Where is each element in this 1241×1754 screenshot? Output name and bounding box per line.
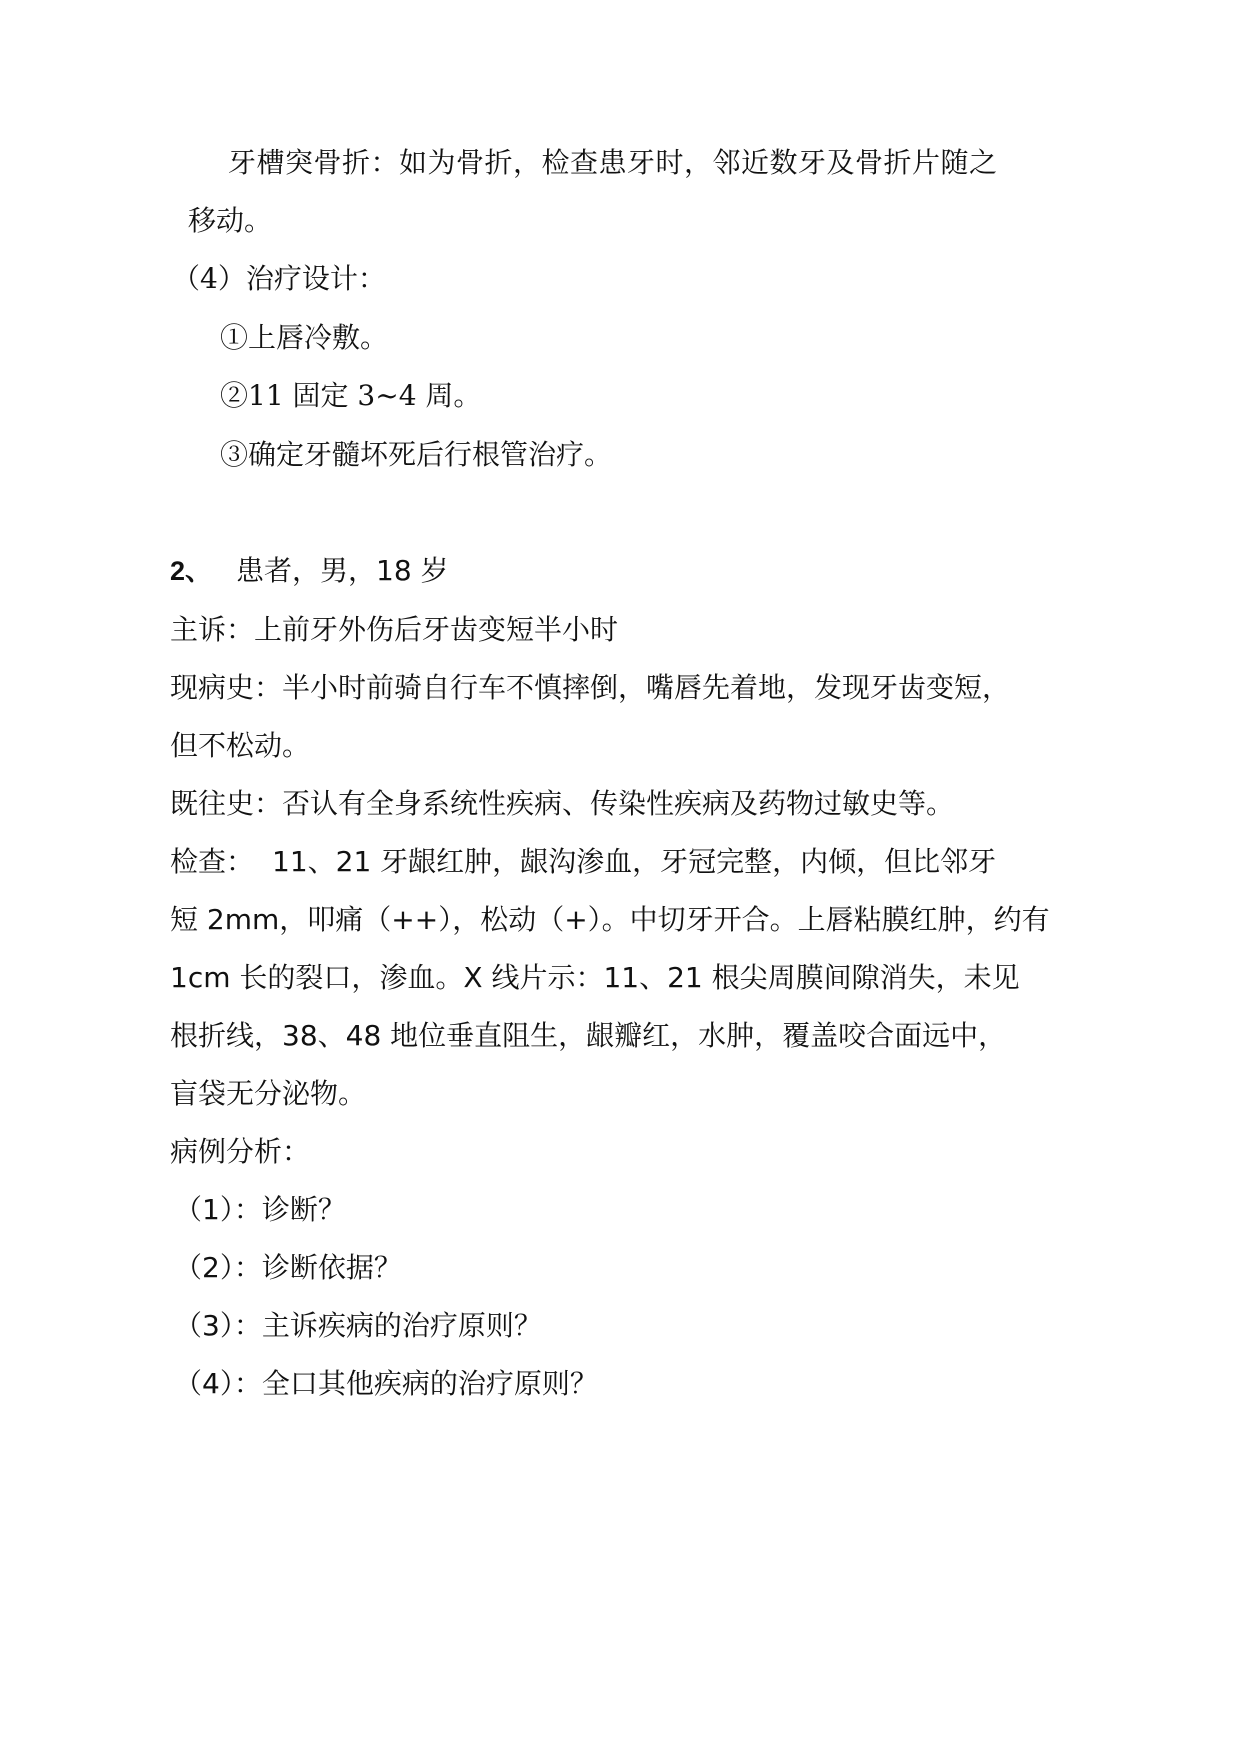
treatment-step-1: ①上唇冷敷。 [220, 321, 389, 354]
question-4: （4）：全口其他疾病的治疗原则？ [174, 1367, 598, 1400]
exam-line-4: 根折线，38、48 地位垂直阻生，龈瓣红，水肿，覆盖咬合面远中， [170, 1019, 1007, 1052]
case-analysis-heading: 病例分析： [170, 1135, 311, 1168]
question-3: （3）：主诉疾病的治疗原则？ [174, 1309, 542, 1342]
treatment-step-2: ②11 固定 3~4 周。 [220, 379, 482, 412]
exam-label: 检查： [170, 845, 255, 878]
chief-complaint: 主诉：上前牙外伤后牙齿变短半小时 [170, 613, 619, 646]
patient-info: 患者，男，18 岁 [236, 554, 449, 587]
exam-line-2: 短 2mm，叩痛（++），松动（+）。中切牙开合。上唇粘膜红肿，约有 [170, 903, 1050, 936]
past-history: 既往史：否认有全身系统性疾病、传染性疾病及药物过敏史等。 [170, 787, 955, 820]
case-number: 2、 [170, 556, 213, 586]
present-history-line-2: 但不松动。 [170, 729, 311, 762]
present-history-line-1: 现病史：半小时前骑自行车不慎摔倒，嘴唇先着地，发现牙齿变短， [170, 671, 1011, 704]
alveolar-fracture-line-2: 移动。 [188, 204, 273, 237]
exam-line-3: 1cm 长的裂口，渗血。X 线片示：11、21 根尖周膜间隙消失，未见 [170, 961, 1020, 994]
exam-line-1: 11、21 牙龈红肿，龈沟渗血，牙冠完整，内倾，但比邻牙 [272, 845, 997, 878]
question-1: （1）：诊断？ [174, 1193, 346, 1226]
question-2: （2）：诊断依据？ [174, 1251, 402, 1284]
exam-line-5: 盲袋无分泌物。 [170, 1077, 367, 1110]
treatment-heading: （4）治疗设计： [172, 262, 386, 295]
alveolar-fracture-line-1: 牙槽突骨折：如为骨折，检查患牙时，邻近数牙及骨折片随之 [228, 146, 998, 179]
treatment-step-3: ③确定牙髓坏死后行根管治疗。 [220, 438, 613, 471]
